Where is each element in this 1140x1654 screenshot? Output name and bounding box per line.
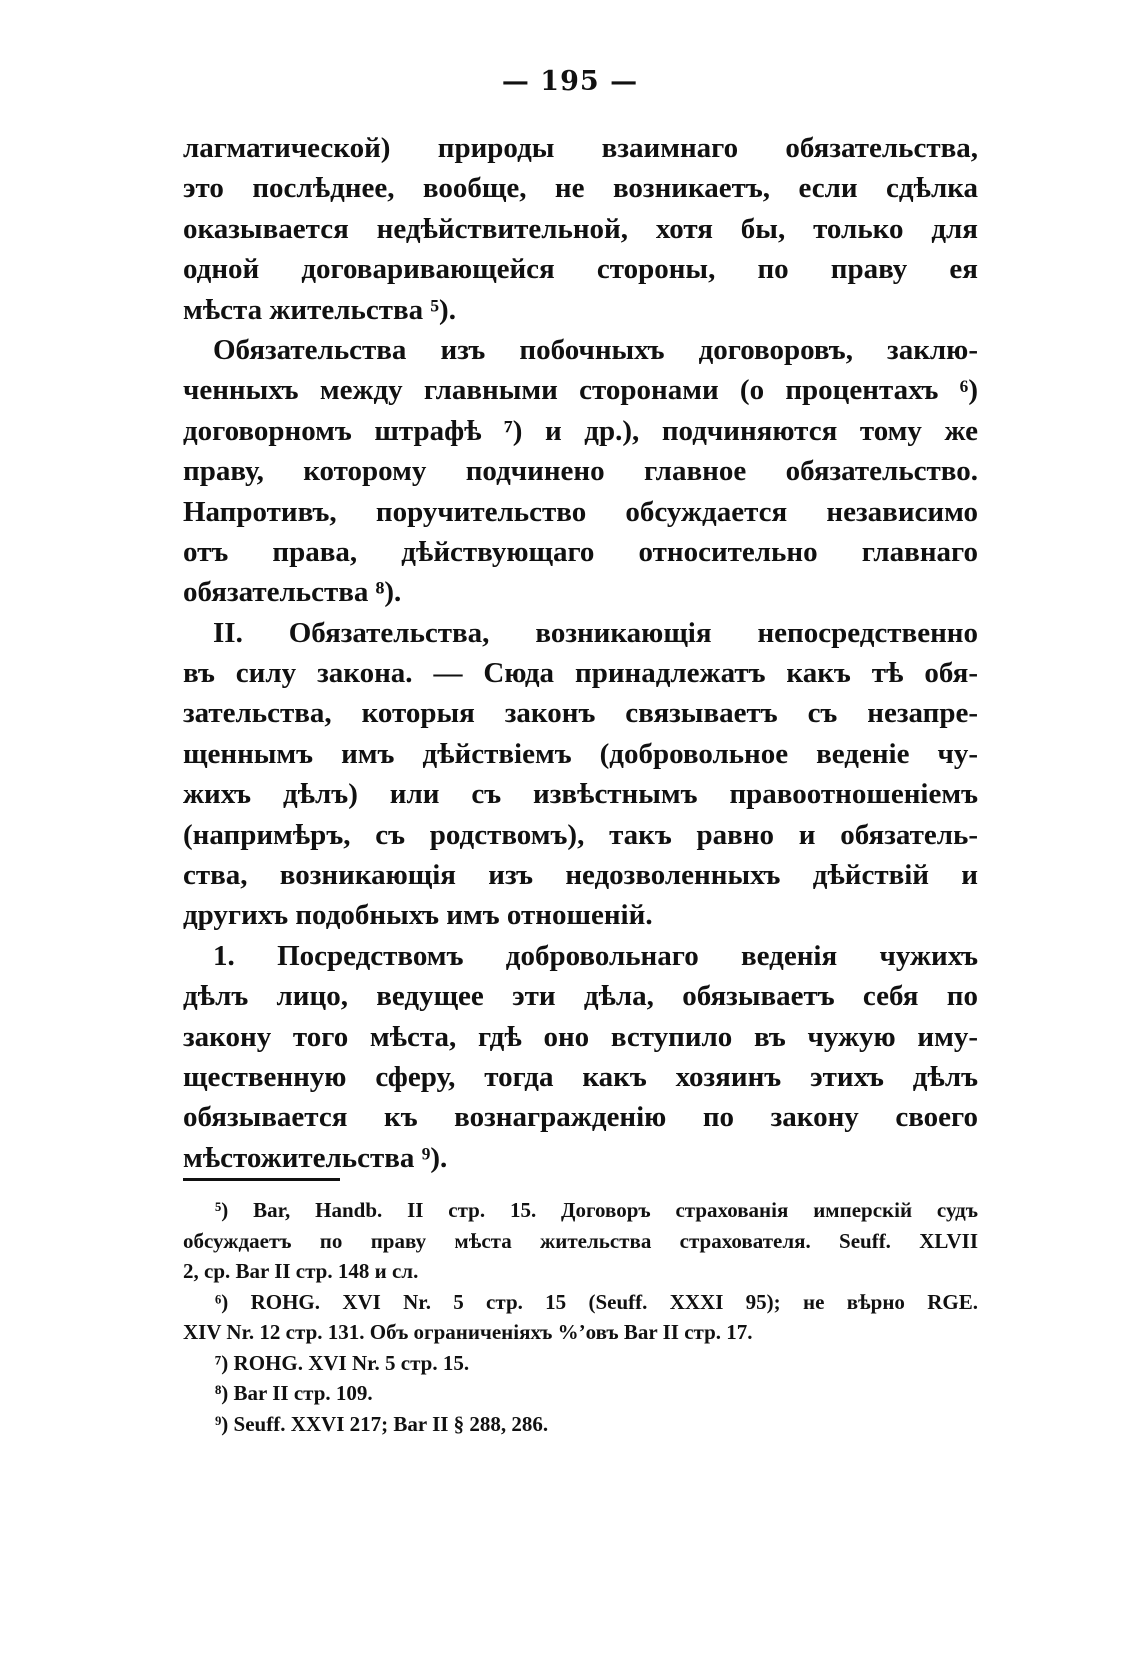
footnote-line: обсуждаетъ по праву мѣста жительства страхователя. Seuff. XLVII <box>183 1228 978 1253</box>
body-line: это послѣднее, вообще, не возникаетъ, если сдѣлка <box>183 172 978 205</box>
footnotes <box>183 1195 978 1439</box>
body-line: щеннымъ имъ дѣйствіемъ (добровольное веденіе чу- <box>183 737 978 770</box>
footnote-line: XIV Nr. 12 стр. 131. Объ ограниченіяхъ %’овъ Bar II стр. 17. <box>183 1320 753 1344</box>
body-line: 1. Посредствомъ добровольнаго веденія чужихъ <box>213 939 978 972</box>
footnote-line: 2, ср. Bar II стр. 148 и сл. <box>183 1259 419 1283</box>
body-line: отъ права, дѣйствующаго относительно главнаго <box>183 535 978 568</box>
footnote-line: ⁶) ROHG. XVI Nr. 5 стр. 15 (Seuff. XXXI 95); не вѣрно RGE. <box>215 1289 978 1314</box>
body-line: дѣлъ лицо, ведущее эти дѣла, обязываетъ себя по <box>183 980 978 1013</box>
body-line: II. Обязательства, возникающія непосредственно <box>213 616 978 649</box>
footnote-line: ⁹) Seuff. XXVI 217; Bar II § 288, 286. <box>215 1411 549 1436</box>
body-line: обязывается къ вознагражденію по закону своего <box>183 1101 978 1134</box>
body-text <box>183 128 978 1178</box>
body-line: въ силу закона. — Сюда принадлежатъ какъ тѣ обя- <box>183 657 978 690</box>
body-line: Обязательства изъ побочныхъ договоровъ, заклю- <box>213 333 978 366</box>
body-line: ства, возникающія изъ недозволенныхъ дѣйствій и <box>183 859 978 892</box>
body-line: обязательства ⁸). <box>183 576 402 609</box>
footnote-line: ⁷) ROHG. XVI Nr. 5 стр. 15. <box>215 1350 470 1375</box>
body-line: лагматической) природы взаимнаго обязательства, <box>183 132 978 164</box>
body-line: праву, которому подчинено главное обязательство. <box>183 455 978 488</box>
body-line: жихъ дѣлъ) или съ извѣстнымъ правоотношеніемъ <box>183 778 978 811</box>
body-line: одной договаривающейся стороны, по праву ея <box>183 253 978 286</box>
footnote-line: ⁵) Bar, Handb. II стр. 15. Договоръ страхованія имперскій судъ <box>215 1198 978 1222</box>
footnote-divider <box>183 1178 340 1181</box>
body-line: (напримѣръ, съ родствомъ), такъ равно и обязатель- <box>183 818 978 851</box>
page-number: — 195 — <box>501 66 639 97</box>
body-line: щественную сферу, тогда какъ хозяинъ этихъ дѣлъ <box>183 1060 978 1093</box>
body-line: другихъ подобныхъ имъ отношеній. <box>183 899 653 932</box>
footnote-line: ⁸) Bar II стр. 109. <box>215 1381 373 1405</box>
body-line: Напротивъ, поручительство обсуждается независимо <box>183 495 978 528</box>
body-line: договорномъ штрафѣ ⁷) и др.), подчиняются тому же <box>183 414 978 447</box>
body-line: оказывается недѣйствительной, хотя бы, только для <box>183 212 978 245</box>
body-line: мѣста жительства ⁵). <box>183 293 456 326</box>
body-line: закону того мѣста, гдѣ оно вступило въ чужую иму- <box>183 1020 978 1053</box>
body-line: зательства, которыя законъ связываетъ съ незапре- <box>183 697 978 730</box>
body-line: ченныхъ между главными сторонами (о процентахъ ⁶) <box>183 374 978 407</box>
body-line: мѣстожительства ⁹). <box>183 1141 448 1174</box>
